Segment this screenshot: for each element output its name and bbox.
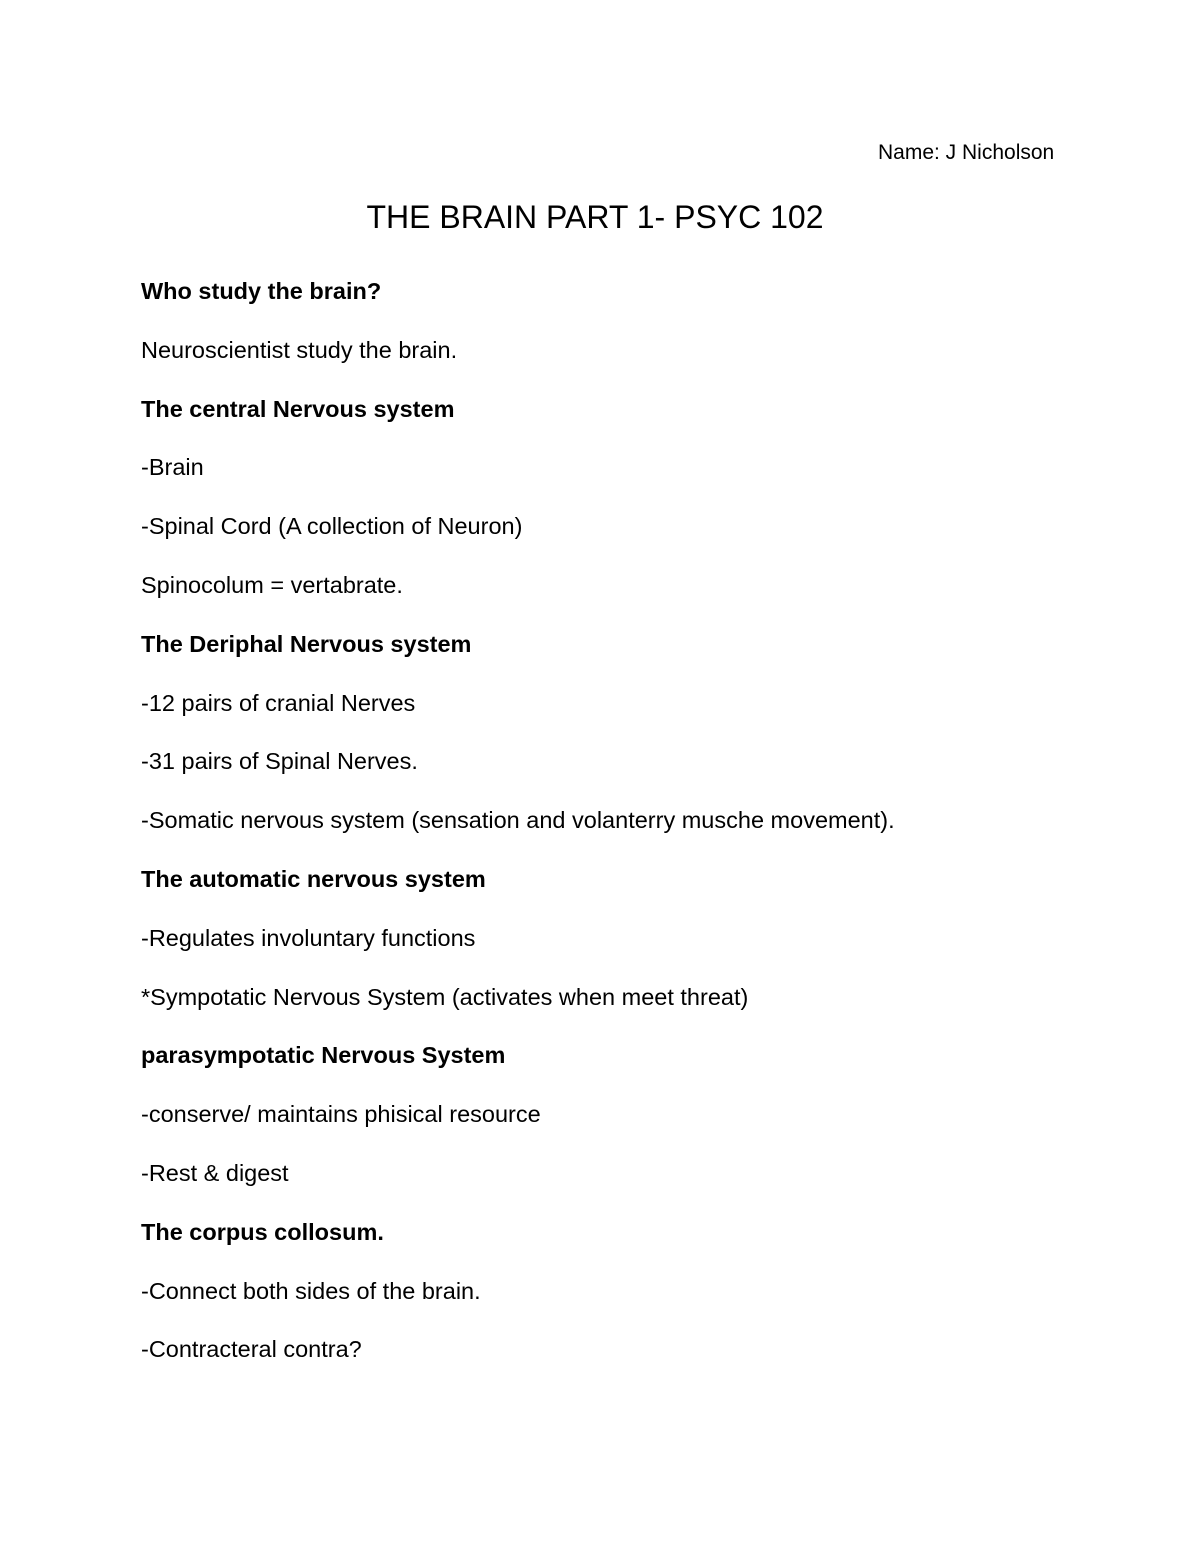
note-line: -Regulates involuntary functions	[141, 924, 476, 951]
note-line: -Rest & digest	[141, 1159, 289, 1186]
note-line: -Brain	[141, 454, 204, 481]
note-line: -conserve/ maintains phisical resource	[141, 1101, 541, 1128]
note-line: Neuroscientist study the brain.	[141, 336, 458, 363]
section-heading: The Deriphal Nervous system	[141, 630, 472, 657]
section-heading: The automatic nervous system	[141, 865, 486, 892]
section-heading: Who study the brain?	[141, 278, 382, 304]
note-line: -31 pairs of Spinal Nerves.	[141, 748, 418, 775]
note-line: -Connect both sides of the brain.	[141, 1277, 481, 1304]
note-line: -Spinal Cord (A collection of Neuron)	[141, 513, 523, 540]
section-heading: The corpus collosum.	[141, 1218, 384, 1245]
notes-body	[141, 276, 1141, 1393]
note-line: *Sympotatic Nervous System (activates when meet threat)	[141, 983, 749, 1010]
note-line: Spinocolum = vertabrate.	[141, 571, 403, 598]
note-line: -Somatic nervous system (sensation and volanterry musche movement).	[141, 807, 895, 834]
note-line: -12 pairs of cranial Nerves	[141, 689, 416, 716]
note-line: -Contracteral contra?	[141, 1336, 362, 1363]
page-title: THE BRAIN PART 1- PSYC 102	[366, 199, 824, 235]
section-heading: parasympotatic Nervous System	[141, 1042, 506, 1069]
author-name: Name: J Nicholson	[878, 141, 1055, 164]
section-heading: The central Nervous system	[141, 395, 455, 422]
